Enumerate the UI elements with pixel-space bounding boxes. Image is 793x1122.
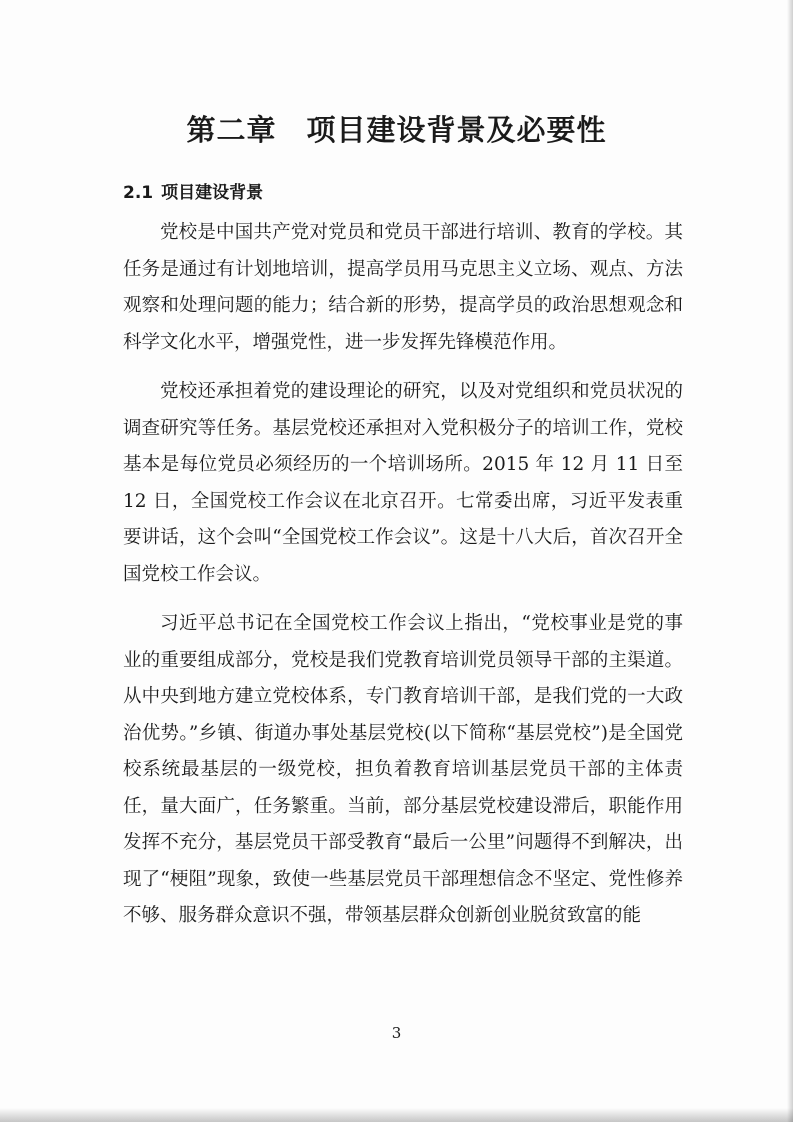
body-text <box>123 215 683 948</box>
chapter-title: 第二章 项目建设背景及必要性 <box>186 113 607 147</box>
section-number: 2.1 <box>123 183 154 203</box>
scan-shadow-right <box>787 0 793 1122</box>
paragraph-1: 党校是中国共产党对党员和党员干部进行培训、教育的学校。其任务是通过有计划地培训，提高学员用马克思主义立场、观点、方法观察和处理问题的能力；结合新的形势，提高学员的政治思想观念和科学文化水平，增强党性，进一步发挥先锋模范作用。 <box>123 222 683 353</box>
scan-shadow-bottom <box>0 1108 793 1122</box>
section-title: 项目建设背景 <box>161 183 264 203</box>
page-number: 3 <box>391 1024 402 1042</box>
section-heading <box>123 178 263 203</box>
paragraph-2: 党校还承担着党的建设理论的研究，以及对党组织和党员状况的调查研究等任务。基层党校还承担对入党积极分子的培训工作，党校基本是每位党员必须经历的一个培训场所。2015 年 12 月 11 日至 12 日，全国党校工作会议在北京召开。七常委出席，习近平发表重要讲话，这个会叫“全国党校工作会议”。这是十八大后，首次召开全国党校工作会议。 <box>123 381 683 585</box>
paragraph-3: 习近平总书记在全国党校工作会议上指出，“党校事业是党的事业的重要组成部分，党校是我们党教育培训党员领导干部的主渠道。从中央到地方建立党校体系，专门教育培训干部，是我们党的一大政治优势。”乡镇、街道办事处基层党校(以下简称“基层党校”)是全国党校系统最基层的一级党校，担负着教育培训基层党员干部的主体责任，量大面广，任务繁重。当前，部分基层党校建设滞后，职能作用发挥不充分，基层党员干部受教育“最后一公里”问题得不到解决，出现了“梗阻”现象，致使一些基层党员干部理想信念不坚定、党性修养不够、服务群众意识不强，带领基层群众创新创业脱贫致富的能 <box>123 613 683 926</box>
